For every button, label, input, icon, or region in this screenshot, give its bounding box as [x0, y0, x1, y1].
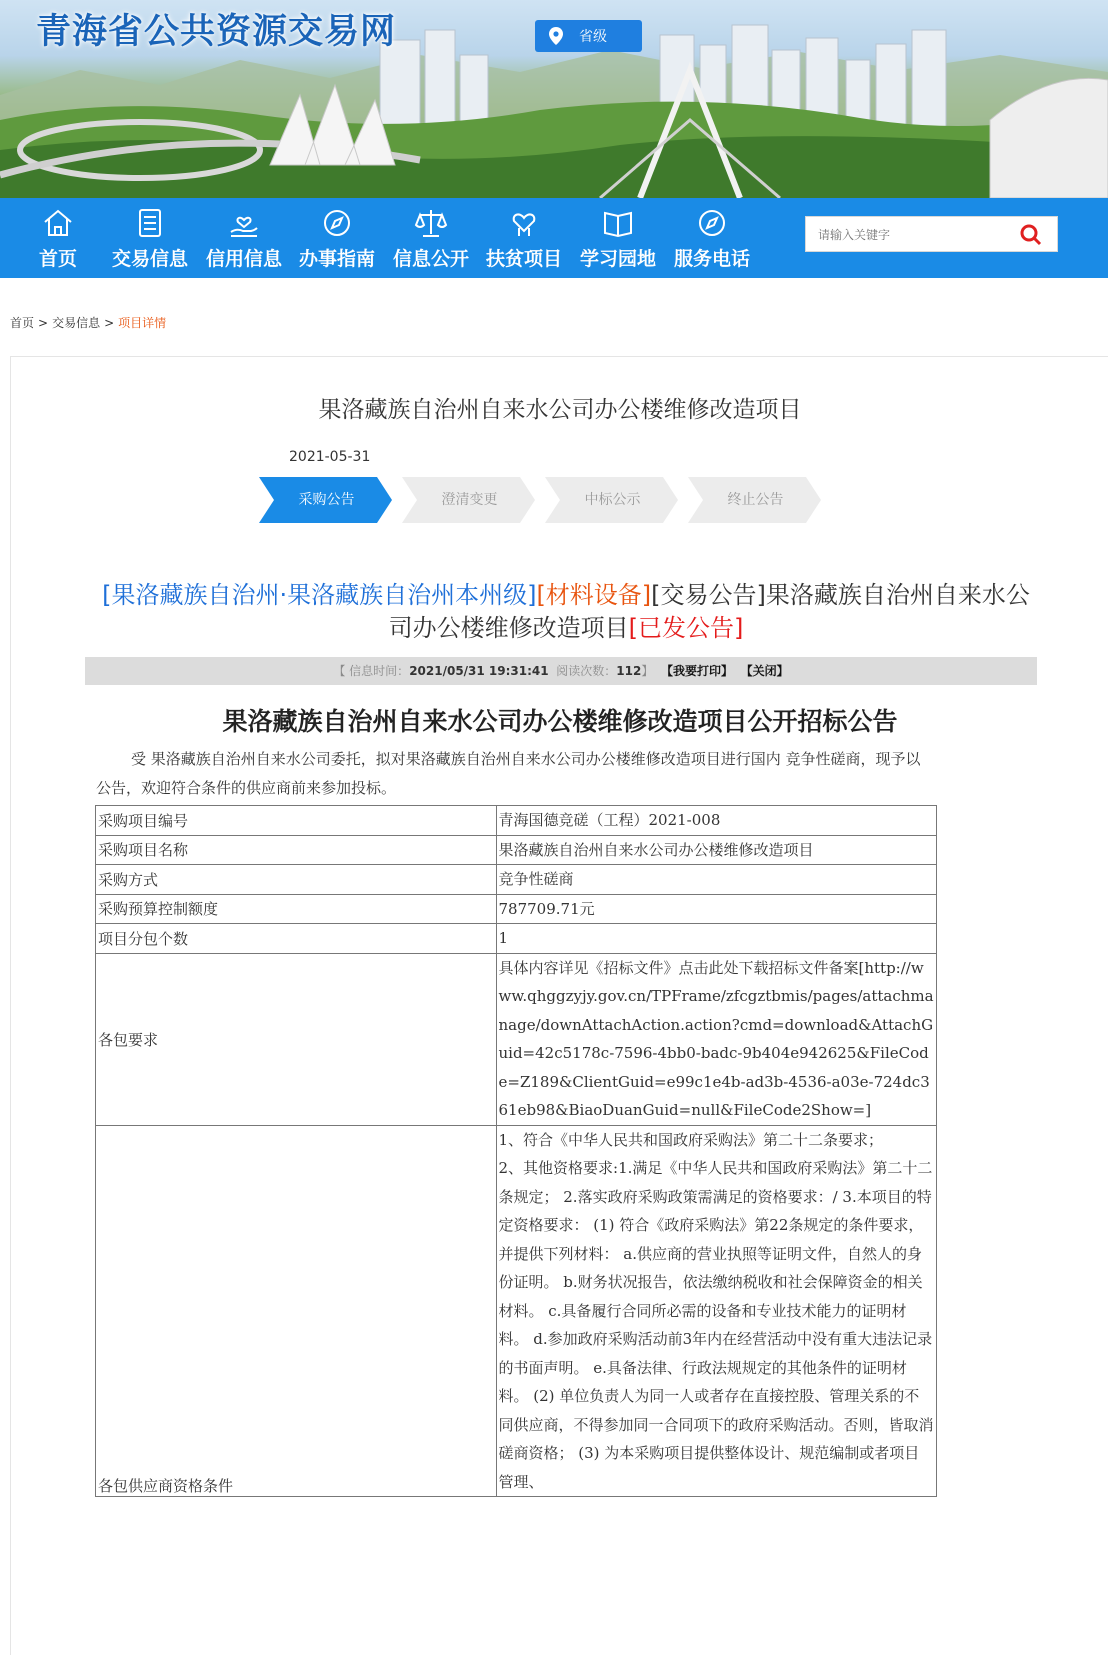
breadcrumb-home[interactable]: 首页 — [10, 316, 35, 330]
table-key: 项目分包个数 — [96, 924, 497, 954]
home-icon — [41, 206, 75, 240]
table-key: 采购项目编号 — [96, 806, 497, 836]
breadcrumb-current: 项目详情 — [118, 316, 167, 330]
step-label: 中标公示 — [584, 492, 641, 508]
table-value: 1 — [496, 924, 937, 954]
table-key: 采购方式 — [96, 865, 497, 895]
nav-label: 信用信息 — [205, 248, 282, 270]
table-key: 各包要求 — [96, 953, 497, 1125]
site-title: 青海省公共资源交易网 — [36, 12, 397, 52]
nav-item-study[interactable] — [572, 198, 664, 278]
bracket-close: 】 — [641, 664, 654, 678]
scales-icon — [414, 206, 448, 240]
headline-status: [已发公告] — [628, 614, 744, 642]
qualification-item-2: 2、其他资格要求:1.满足《中华人民共和国政府采购法》第二十二条规定； 2.落实政府采购政策需满足的资格要求：/ 3.本项目的特定资格要求： (1) 符合《政府采购法》第22条规定的条件要求，并提供下列材料： a.供应商的营业执照等证明文件，自然人的身份证明。 b.财务状况报告，依法缴纳税收和社会保障资金的相关材料。 c.具备履行合同所必需的设备和专业技术能力的证明材料。 d.参加政府采购活动前3年内在经营活动中没有重大违法记录的书面声明。 e.具备法律、行政法规规定的其他条件的证明材料。 (2) 单位负责人为同一人或者存在直接控股、管理关系的不同供应商，不得参加同一合同项下的政府采购活动。否则，皆取消磋商资格； (3) 为本采购项目提供整体设计、规范编制或者项目管理、 — [498, 1159, 934, 1491]
table-key: 各包供应商资格条件 — [96, 1125, 497, 1497]
notice-title: 果洛藏族自治州自来水公司办公楼维修改造项目公开招标公告 — [222, 707, 898, 736]
step-label: 采购公告 — [298, 492, 355, 508]
region-selector[interactable] — [535, 20, 642, 52]
project-info-table — [95, 805, 937, 1497]
nav-label: 首页 — [38, 248, 77, 270]
nav-label: 办事指南 — [298, 248, 375, 270]
nav-item-service-phone[interactable] — [666, 198, 758, 278]
table-row — [96, 953, 937, 1125]
header-banner — [0, 0, 1108, 198]
hand-heart-icon — [227, 206, 261, 240]
info-time-label: 信息时间： — [349, 664, 410, 678]
nav-label: 学习园地 — [579, 248, 656, 270]
nav-label: 扶贫项目 — [485, 248, 562, 270]
step-tab-termination-notice[interactable] — [688, 477, 831, 523]
table-row — [96, 806, 937, 836]
process-steps — [259, 477, 859, 523]
breadcrumb — [10, 314, 166, 331]
main-nav — [0, 198, 1108, 278]
nav-label: 服务电话 — [673, 248, 750, 270]
info-views-label: 阅读次数： — [556, 664, 617, 678]
bracket-open: 【 — [333, 664, 346, 678]
region-label: 省级 — [579, 29, 607, 45]
breadcrumb-separator: > — [38, 316, 49, 330]
search-input[interactable] — [818, 225, 1008, 245]
table-row — [96, 1125, 937, 1497]
nav-item-credit-info[interactable] — [198, 198, 290, 278]
headline-name: [交易公告]果洛藏族自治州自来水公司办公楼维修改造项目 — [388, 581, 1030, 642]
step-tab-clarification[interactable] — [402, 477, 545, 523]
table-value: 竞争性磋商 — [496, 865, 937, 895]
table-row — [96, 894, 937, 924]
step-label: 终止公告 — [727, 492, 784, 508]
close-button[interactable]: 【关闭】 — [740, 664, 789, 678]
headline-category: [材料设备] — [536, 581, 652, 609]
nav-item-guide[interactable] — [291, 198, 383, 278]
project-date: 2021-05-31 — [289, 449, 371, 465]
download-link-text[interactable]: 具体内容详见《招标文件》点击此处下载招标文件备案[http://www.qhggzyjy.gov.cn/TPFrame/zfcgztbmis/pages/attachmanage/downAttachAction.action?cmd=download&AttachGuid=42c5178c-7596-4bb0-badc-9b404e942625&FileCode=Z189&ClientGuid=e99c1e4b-ad3b-4536-a03e-724dc361eb98&BiaoDuanGuid=null&FileCode2Show=] — [496, 953, 937, 1125]
nav-item-trade-info[interactable] — [104, 198, 196, 278]
location-pin-icon — [549, 27, 563, 45]
table-key: 采购预算控制额度 — [96, 894, 497, 924]
document-icon — [133, 206, 167, 240]
table-value: 青海国德竞磋（工程）2021-008 — [496, 806, 937, 836]
table-row — [96, 924, 937, 954]
nav-item-poverty-projects[interactable] — [478, 198, 570, 278]
table-row — [96, 835, 937, 865]
qualification-item-1: 1、符合《中华人民共和国政府采购法》第二十二条要求； — [498, 1130, 884, 1149]
nav-item-disclosure[interactable] — [385, 198, 477, 278]
table-key: 采购项目名称 — [96, 835, 497, 865]
compass-icon — [695, 206, 729, 240]
breadcrumb-trade-info[interactable]: 交易信息 — [52, 316, 101, 330]
notice-intro: 受 果洛藏族自治州自来水公司委托，拟对果洛藏族自治州自来水公司办公楼维修改造项目进行国内 竞争性磋商，现予以公告，欢迎符合条件的供应商前来参加投标。 — [96, 750, 921, 797]
book-icon — [601, 206, 635, 240]
table-value — [496, 1125, 937, 1497]
step-tab-procurement-notice[interactable] — [259, 477, 402, 523]
search-box — [805, 216, 1058, 252]
table-row — [96, 865, 937, 895]
compass-icon — [320, 206, 354, 240]
info-bar — [85, 657, 1037, 685]
info-views: 112 — [616, 664, 642, 678]
announcement-headline — [91, 579, 1041, 645]
heart-hands-icon — [507, 206, 541, 240]
nav-label: 交易信息 — [111, 248, 188, 270]
nav-label: 信息公开 — [392, 248, 469, 270]
step-label: 澄清变更 — [441, 492, 498, 508]
step-tab-award-notice[interactable] — [545, 477, 688, 523]
headline-region: [果洛藏族自治州·果洛藏族自治州本州级] — [102, 581, 537, 609]
content-panel — [10, 356, 1108, 1655]
table-value: 787709.71元 — [496, 894, 937, 924]
print-button[interactable]: 【我要打印】 — [661, 664, 734, 678]
search-icon[interactable] — [1019, 223, 1043, 247]
breadcrumb-separator: > — [104, 316, 115, 330]
table-value: 果洛藏族自治州自来水公司办公楼维修改造项目 — [496, 835, 937, 865]
project-title: 果洛藏族自治州自来水公司办公楼维修改造项目 — [318, 397, 802, 423]
info-time: 2021/05/31 19:31:41 — [409, 664, 549, 678]
nav-item-home[interactable] — [12, 198, 104, 278]
